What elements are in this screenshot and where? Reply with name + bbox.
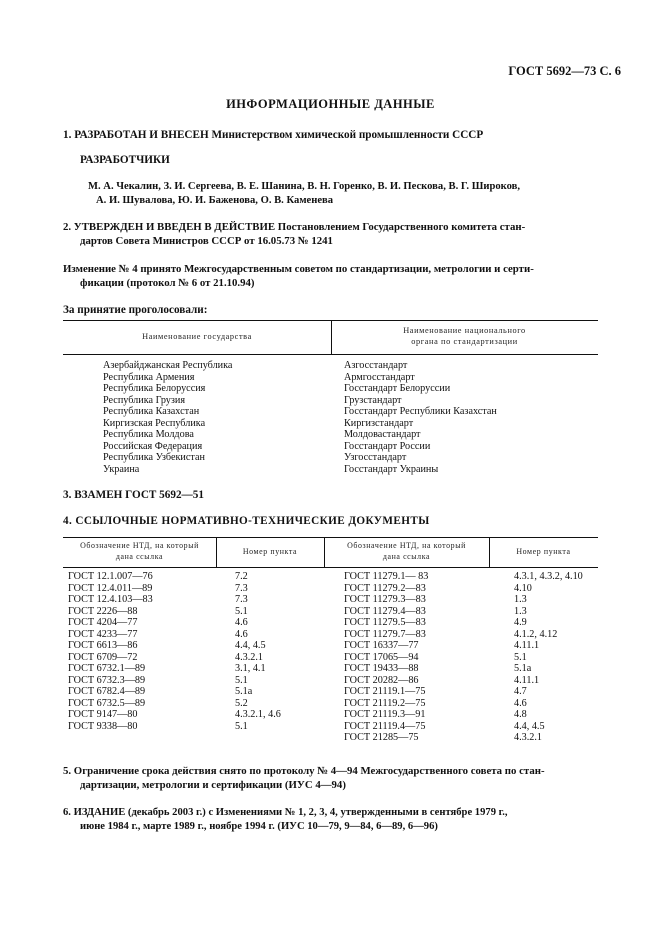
page-title: ИНФОРМАЦИОННЫЕ ДАННЫЕ <box>226 97 435 111</box>
section-2-line-1 <box>63 220 525 234</box>
state-name: Республика Армения <box>103 371 195 383</box>
ref-doc: ГОСТ 11279.2—83 <box>344 582 426 594</box>
section-1-text: Министерством химической промышленности СССР <box>208 129 484 141</box>
ref-doc: ГОСТ 6613—86 <box>68 640 138 651</box>
developers-line-1: М. А. Чекалин, З. И. Сергеева, В. Е. Шанина, В. Н. Горенко, В. И. Пескова, В. Г. Широков, <box>88 181 520 192</box>
ref-col-2-header: Номер пункта <box>242 547 298 556</box>
section-2-head: 2. УТВЕРЖДЕН И ВВЕДЕН В ДЕЙСТВИЕ <box>63 221 276 233</box>
standards-body-name: Госстандарт Республики Казахстан <box>344 406 497 417</box>
ref-item-number: 5.1 <box>235 605 248 617</box>
vote-col-2-header-line-1: Наименование национального <box>403 326 526 335</box>
ref-item-number: 4.11.1 <box>514 674 540 686</box>
ref-doc: ГОСТ 21119.1—75 <box>344 686 426 697</box>
ref-item-number: 5.1 <box>235 720 248 732</box>
ref-doc: ГОСТ 11279.1— 83 <box>344 571 429 582</box>
ref-doc: ГОСТ 21119.4—75 <box>344 720 426 732</box>
ref-item-number: 4.6 <box>235 617 248 628</box>
vote-col-2-header <box>331 325 598 347</box>
ref-doc: ГОСТ 6732.1—89 <box>68 663 146 674</box>
ref-table-top-rule <box>63 537 598 538</box>
ref-doc: ГОСТ 2226—88 <box>68 605 138 617</box>
vote-col-1-header: Наименование государства <box>142 332 252 341</box>
ref-item-number: 4.7 <box>514 686 527 697</box>
ref-doc: ГОСТ 9338—80 <box>68 720 138 732</box>
ref-doc: ГОСТ 6732.5—89 <box>68 697 146 709</box>
ref-doc: ГОСТ 12.4.103—83 <box>68 594 153 605</box>
ref-col-3-header-line-1: Обозначение НТД, на который <box>347 541 466 550</box>
standards-body-name: Госстандарт Белоруссии <box>344 383 451 394</box>
ref-doc: ГОСТ 21119.3—91 <box>344 709 426 720</box>
ref-doc: ГОСТ 11279.4—83 <box>344 605 426 617</box>
ref-item-number: 4.11.1 <box>514 640 540 651</box>
ref-col-1-header-line-1: Обозначение НТД, на который <box>80 541 199 550</box>
ref-doc: ГОСТ 4204—77 <box>68 617 138 628</box>
vote-states-list <box>103 360 232 475</box>
ref-left-items <box>235 571 281 732</box>
state-name: Российская Федерация <box>103 440 203 452</box>
section-5-line-1: 5. Ограничение срока действия снято по протоколу № 4—94 Межгосударственного совета по стан- <box>63 765 545 777</box>
ref-doc: ГОСТ 16337—77 <box>344 640 419 651</box>
state-name: Азербайджанская Республика <box>103 360 233 371</box>
state-name: Республика Грузия <box>103 394 186 406</box>
developers-line-2: А. И. Шувалова, Ю. И. Баженова, О. В. Каменева <box>96 195 334 206</box>
ref-item-number: 7.3 <box>235 582 248 594</box>
vote-col-2-header-line-2: органа по стандартизации <box>411 337 518 346</box>
ref-item-number: 4.6 <box>514 697 527 709</box>
ref-item-number: 5.2 <box>235 697 248 709</box>
ref-item-number: 4.3.1, 4.3.2, 4.10 <box>514 571 583 582</box>
state-name: Республика Казахстан <box>103 406 200 417</box>
page-header: ГОСТ 5692—73 С. 6 <box>508 64 621 78</box>
ref-item-number: 3.1, 4.1 <box>235 663 266 674</box>
ref-col-3-header <box>324 540 489 562</box>
state-name: Украина <box>103 463 140 475</box>
section-5-line-2: дартизации, метрологии и сертификации (ИУС 4—94) <box>80 779 346 791</box>
state-name: Республика Молдова <box>103 429 194 440</box>
ref-item-number: 5.1a <box>514 663 532 674</box>
standards-body-name: Госстандарт Украины <box>344 463 439 475</box>
ref-doc: ГОСТ 12.4.011—89 <box>68 582 153 594</box>
section-2-text: Постановлением Государственного комитета стан- <box>275 221 526 233</box>
amendment-line-1: Изменение № 4 принято Межгосударственным советом по стандартизации, метрологии и серти- <box>63 263 534 275</box>
ref-item-number: 7.2 <box>235 571 248 582</box>
vote-table-header-rule <box>63 354 598 355</box>
ref-col-1-header-line-2: дана ссылка <box>115 552 164 561</box>
ref-item-number: 4.1.2, 4.12 <box>514 628 558 640</box>
ref-doc: ГОСТ 19433—88 <box>344 663 419 674</box>
ref-item-number: 4.3.2.1 <box>235 651 264 663</box>
ref-doc: ГОСТ 4233—77 <box>68 628 138 640</box>
ref-doc: ГОСТ 21285—75 <box>344 732 419 743</box>
standards-body-name: Узгосстандарт <box>344 452 407 463</box>
ref-item-number: 1.3 <box>514 605 527 617</box>
ref-item-number: 7.3 <box>235 594 248 605</box>
ref-doc: ГОСТ 6709—72 <box>68 651 138 663</box>
vote-bodies-list <box>344 360 497 475</box>
developers-head: РАЗРАБОТЧИКИ <box>80 154 170 166</box>
ref-doc: ГОСТ 9147—80 <box>68 709 138 720</box>
ref-item-number: 4.6 <box>235 628 248 640</box>
state-name: Республика Узбекистан <box>103 452 205 463</box>
state-name: Киргизская Республика <box>103 417 206 429</box>
standards-body-name: Грузстандарт <box>344 394 402 406</box>
ref-item-number: 4.3.2.1 <box>514 732 543 743</box>
ref-doc: ГОСТ 12.1.007—76 <box>68 571 153 582</box>
section-2-line-2: дартов Совета Министров СССР от 16.05.73 № 1241 <box>80 235 333 247</box>
ref-item-number: 1.3 <box>514 594 527 605</box>
ref-col-1-header <box>63 540 216 562</box>
ref-item-number: 4.8 <box>514 709 527 720</box>
ref-right-docs <box>344 571 428 744</box>
ref-doc: ГОСТ 17065—94 <box>344 651 419 663</box>
standards-body-name: Армгосстандарт <box>344 371 415 383</box>
ref-item-number: 5.1 <box>235 674 248 686</box>
section-4: 4. ССЫЛОЧНЫЕ НОРМАТИВНО-ТЕХНИЧЕСКИЕ ДОКУМЕНТЫ <box>63 515 430 527</box>
ref-doc: ГОСТ 11279.7—83 <box>344 628 426 640</box>
standards-body-name: Госстандарт России <box>344 440 431 452</box>
ref-doc: ГОСТ 20282—86 <box>344 674 419 686</box>
ref-item-number: 4.9 <box>514 617 527 628</box>
ref-col-3-header-line-2: дана ссылка <box>382 552 431 561</box>
section-6-line-1: 6. ИЗДАНИЕ (декабрь 2003 г.) с Изменениями № 1, 2, 3, 4, утвержденными в сентябре 1979 г., <box>63 807 508 818</box>
ref-right-items <box>514 571 583 744</box>
standards-body-name: Молдовастандарт <box>344 429 421 440</box>
ref-item-number: 4.4, 4.5 <box>235 640 266 651</box>
amendment-line-2: фикации (протокол № 6 от 21.10.94) <box>80 277 255 289</box>
section-1 <box>63 128 483 142</box>
ref-item-number: 4.4, 4.5 <box>514 720 545 732</box>
section-6-line-2: июне 1984 г., марте 1989 г., ноябре 1994 г. (ИУС 10—79, 9—84, 6—89, 6—96) <box>80 821 438 832</box>
ref-doc: ГОСТ 6732.3—89 <box>68 674 146 686</box>
ref-col-4-header: Номер пункта <box>516 547 571 556</box>
ref-doc: ГОСТ 11279.3—83 <box>344 594 426 605</box>
section-3: 3. ВЗАМЕН ГОСТ 5692—51 <box>63 489 204 501</box>
ref-doc: ГОСТ 11279.5—83 <box>344 617 426 628</box>
section-1-head: 1. РАЗРАБОТАН И ВНЕСЕН <box>63 129 209 141</box>
ref-item-number: 5.1a <box>235 686 253 697</box>
ref-item-number: 4.10 <box>514 582 532 594</box>
standards-body-name: Азгосстандарт <box>344 360 408 371</box>
standards-body-name: Киргизстандарт <box>344 417 414 429</box>
ref-doc: ГОСТ 21119.2—75 <box>344 697 426 709</box>
ref-doc: ГОСТ 6782.4—89 <box>68 686 146 697</box>
ref-item-number: 4.3.2.1, 4.6 <box>235 709 281 720</box>
ref-left-docs <box>68 571 153 732</box>
voted-head: За принятие проголосовали: <box>63 304 208 316</box>
state-name: Республика Белоруссия <box>103 383 206 394</box>
ref-item-number: 5.1 <box>514 651 527 663</box>
ref-table-header-rule <box>63 567 598 568</box>
